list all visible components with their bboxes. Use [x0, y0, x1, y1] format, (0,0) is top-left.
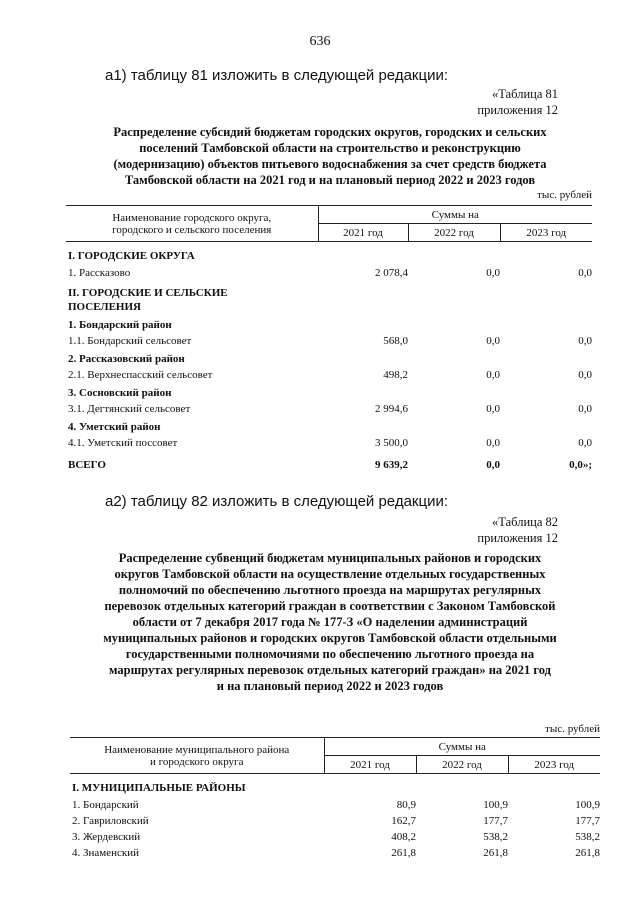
value-2021 [324, 774, 416, 794]
value-2022: 0,0 [486, 402, 500, 415]
value-2022: 0,0 [486, 458, 500, 471]
value-2023: 0,0 [578, 334, 592, 347]
row-label: ПОСЕЛЕНИЯ [68, 300, 141, 313]
section2-title-line: полномочий по обеспечению льготного проезда на маршрутах регулярных [118, 583, 542, 597]
section2-title-line: Распределение субвенций бюджетам муниципальных районов и городских [118, 551, 542, 565]
section1-title [40, 124, 620, 188]
value-2022: 0,0 [486, 266, 500, 279]
value-2023 [500, 381, 592, 399]
row-label: 4.1. Уметский поссовет [68, 436, 178, 449]
value-2022: 0,0 [486, 368, 500, 381]
row-label: 3. Сосновский район [68, 386, 172, 399]
section2-title-line: перевозок отдельных категорий граждан в соответствии с Законом Тамбовской [104, 599, 556, 613]
row-label: 1. Бондарский район [68, 318, 172, 331]
value-2021: 498,2 [383, 368, 408, 381]
row-label: 2.1. Верхнеспасский сельсовет [68, 368, 213, 381]
row-label: 4. Знаменский [72, 846, 140, 859]
value-2022: 100,9 [483, 798, 508, 811]
row-label: 2. Рассказовский район [68, 352, 185, 365]
section1-instruction: а1) таблицу 81 изложить в следующей редакции: [105, 67, 448, 84]
section1-title-line: Тамбовской области на 2021 год и на плановый период 2022 и 2023 годов [124, 173, 536, 187]
value-2021 [318, 242, 408, 262]
row-label: 1. Бондарский [72, 798, 139, 811]
value-2023: 538,2 [575, 830, 600, 843]
table-row [66, 279, 592, 299]
value-2023: 0,0 [578, 436, 592, 449]
section1-table-body [66, 242, 592, 471]
section1-title-line: Распределение субсидий бюджетам городских округов, городских и сельских [113, 125, 547, 139]
year-2023-header: 2023 год [508, 756, 600, 774]
section1-table [66, 205, 592, 471]
value-2022: 261,8 [483, 846, 508, 859]
value-2022: 0,0 [486, 334, 500, 347]
sums-header: Суммы на [318, 206, 592, 224]
table-row [70, 827, 600, 843]
table-row [66, 299, 592, 313]
value-2022: 0,0 [486, 436, 500, 449]
section2-title [30, 550, 630, 694]
value-2023 [500, 242, 592, 262]
value-2021 [318, 313, 408, 331]
value-2021: 568,0 [383, 334, 408, 347]
value-2023 [500, 313, 592, 331]
value-2022 [408, 415, 500, 433]
row-label: 3. Жердевский [72, 830, 141, 843]
name-column-header-line: Наименование городского округа, [112, 211, 272, 224]
section2-title-line: области от 7 декабря 2017 года № 177-З «О наделении администраций [132, 615, 528, 629]
value-2021: 80,9 [396, 798, 416, 811]
value-2021: 2 994,6 [375, 402, 408, 415]
value-2022: 538,2 [483, 830, 508, 843]
row-label: 4. Уметский район [68, 420, 161, 433]
value-2023 [500, 299, 592, 313]
year-2023-header: 2023 год [500, 224, 592, 242]
value-2021: 3 500,0 [375, 436, 408, 449]
row-label: 1.1. Бондарский сельсовет [68, 334, 192, 347]
table-row [66, 415, 592, 433]
table-row [66, 399, 592, 415]
section2-table [70, 737, 600, 859]
value-2022 [408, 347, 500, 365]
name-column-header-line: городского и сельского поселения [112, 223, 272, 236]
value-2021: 9 639,2 [375, 458, 408, 471]
value-2021: 162,7 [391, 814, 416, 827]
page-number: 636 [309, 34, 331, 49]
name-column-header [66, 206, 318, 242]
section2-caption-appendix: приложения 12 [477, 531, 558, 545]
row-label: ВСЕГО [68, 458, 106, 471]
section1-title-line: поселений Тамбовской области на строительство и реконструкцию [139, 141, 521, 155]
table-row [66, 242, 592, 262]
section1-caption [380, 86, 558, 118]
value-2023 [500, 279, 592, 299]
value-2023: 0,0 [578, 368, 592, 381]
table-row [66, 365, 592, 381]
section2-instruction: а2) таблицу 82 изложить в следующей редакции: [105, 493, 448, 510]
value-2021 [318, 415, 408, 433]
value-2021 [318, 347, 408, 365]
section2-caption [380, 514, 558, 546]
value-2021: 408,2 [391, 830, 416, 843]
section2-title-line: государственными полномочиями по обеспечению льготного проезда на [125, 647, 535, 661]
section1-units: тыс. рублей [537, 189, 592, 201]
table-row [66, 262, 592, 279]
table-row [66, 433, 592, 449]
name-column-header [70, 738, 324, 774]
value-2023: 100,9 [575, 798, 600, 811]
value-2023 [500, 415, 592, 433]
section1-caption-table: «Таблица 81 [492, 87, 558, 101]
section1-caption-appendix: приложения 12 [477, 103, 558, 117]
value-2021 [318, 299, 408, 313]
year-2021-header: 2021 год [318, 224, 408, 242]
row-label: 1. Рассказово [68, 266, 131, 279]
section1-title-line: (модернизацию) объектов питьевого водоснабжения за счет средств бюджета [113, 157, 547, 171]
table-row [66, 381, 592, 399]
section2-units: тыс. рублей [545, 723, 600, 735]
value-2023: 177,7 [575, 814, 600, 827]
year-2022-header: 2022 год [408, 224, 500, 242]
year-2022-header: 2022 год [416, 756, 508, 774]
section2-title-line: муниципальных районов и городских округов Тамбовской области отдельными [103, 631, 557, 645]
value-2023 [508, 774, 600, 794]
value-2022 [408, 313, 500, 331]
table-row-total [66, 449, 592, 471]
name-column-header-line: и городского округа [150, 755, 244, 768]
table-row [66, 347, 592, 365]
table-row [66, 331, 592, 347]
row-label: I. МУНИЦИПАЛЬНЫЕ РАЙОНЫ [72, 781, 246, 794]
value-2023: 0,0 [578, 402, 592, 415]
table-row [70, 811, 600, 827]
value-2022: 177,7 [483, 814, 508, 827]
section2-title-line: округов Тамбовской области на осуществление отдельных государственных [114, 567, 546, 581]
value-2022 [408, 299, 500, 313]
section2-caption-table: «Таблица 82 [492, 515, 558, 529]
table-row [66, 313, 592, 331]
table-row [70, 794, 600, 811]
year-2021-header: 2021 год [324, 756, 416, 774]
value-2021: 2 078,4 [375, 266, 408, 279]
row-label: II. ГОРОДСКИЕ И СЕЛЬСКИЕ [68, 286, 228, 299]
name-column-header-line: Наименование муниципального района [104, 743, 290, 756]
row-label: 2. Гавриловский [72, 814, 149, 827]
sums-header: Суммы на [324, 738, 600, 756]
value-2022 [408, 279, 500, 299]
section2-table-header [70, 738, 600, 774]
section2-table-body [70, 774, 600, 859]
value-2022 [416, 774, 508, 794]
section2-title-line: и на плановый период 2022 и 2023 годов [216, 679, 444, 693]
row-label: 3.1. Дегтянский сельсовет [68, 402, 191, 415]
table-row [70, 843, 600, 859]
value-2023 [500, 347, 592, 365]
value-2021 [318, 381, 408, 399]
value-2021: 261,8 [391, 846, 416, 859]
section1-table-header [66, 206, 592, 242]
section2-title-line: маршрутах регулярных перевозок отдельных категорий граждан» на 2021 год [109, 663, 551, 677]
value-2022 [408, 242, 500, 262]
value-2023: 261,8 [575, 846, 600, 859]
table-row [70, 774, 600, 794]
value-2023: 0,0»; [569, 458, 592, 471]
row-label: I. ГОРОДСКИЕ ОКРУГА [68, 249, 195, 262]
value-2023: 0,0 [578, 266, 592, 279]
value-2022 [408, 381, 500, 399]
value-2021 [318, 279, 408, 299]
